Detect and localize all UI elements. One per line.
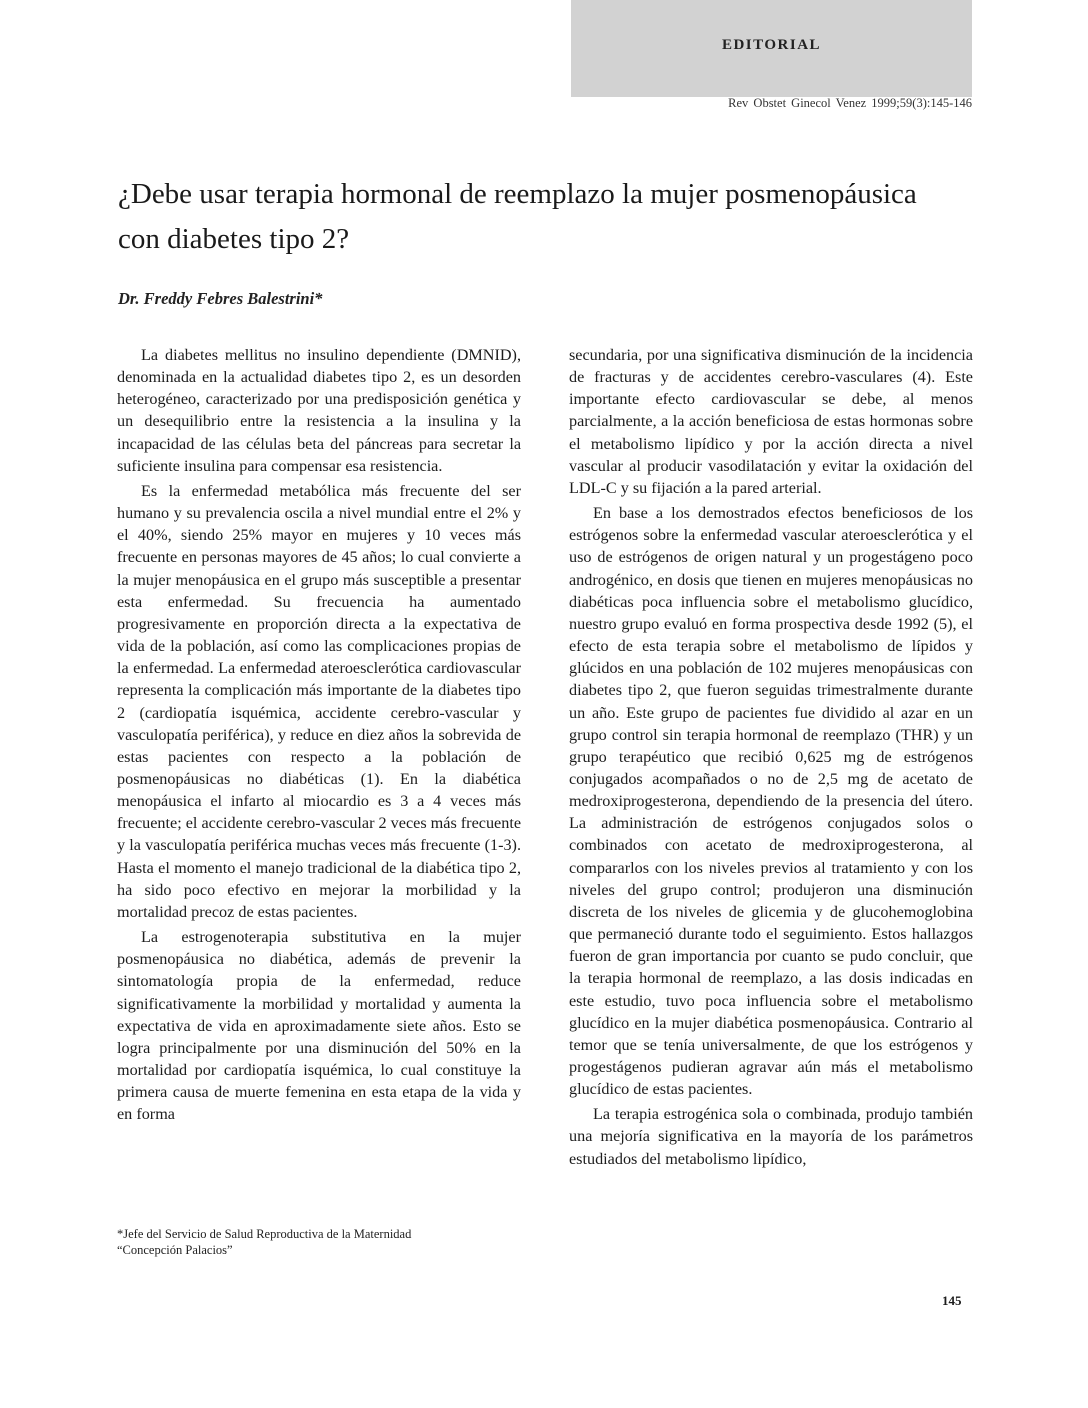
footnote-line: *Jefe del Servicio de Salud Reproductiva de la Maternidad: [117, 1227, 412, 1241]
paragraph: La diabetes mellitus no insulino dependiente (DMNID), denominada en la actualidad diabetes tipo 2, es un desorden heterogéneo, caracterizado por una predisposición genética y un desequilibrio entre la resistencia a la insulina y la incapacidad de las células beta del páncreas para secretar la suficiente insulina para compensar esa resistencia.: [117, 346, 521, 475]
body-column-right: [569, 344, 973, 1173]
author-name: Dr. Freddy Febres Balestrini*: [118, 289, 323, 308]
paragraph: La terapia estrogénica sola o combinada, produjo también una mejoría significativa en la mayoría de los parámetros estudiados del metabolismo lipídico,: [569, 1105, 973, 1168]
paragraph: En base a los demostrados efectos beneficiosos de los estrógenos sobre la enfermedad vascular ateroesclerótica y el uso de estrógenos de origen natural y un progestágeno poco androgénico, en dosis que tienen en mujeres menopáusicas no diabéticas poca influencia sobre el metabolismo glucídico, nuestro grupo evaluó en forma prospectiva desde 1992 (5), el efecto de esta terapia sobre el metabolismo de lípidos y glúcidos en una población de 102 mujeres menopáusicas con diabetes tipo 2, que fueron seguidas trimestralmente durante un año. Este grupo de pacientes fue dividido al azar en un grupo control sin terapia hormonal de reemplazo (THR) y un grupo terapéutico que recibió 0,625 mg de estrógenos conjugados acompañados o no de 2,5 mg de acetato de medroxiprogesterona, dependiendo de la presencia del útero. La administración de estrógenos conjugados solos o combinados con acetato de medroxiprogesterona, al compararlos con los niveles previos al tratamiento y con los niveles del grupo control; produjeron una disminución discreta de los niveles de glicemia y de glucohemoglobina que permaneció durante todo el seguimiento. Estos hallazgos fueron de gran importancia por cuanto se pudo concluir, que la terapia hormonal de reemplazo, a las dosis indicadas en este estudio, tuvo poca influencia sobre el metabolismo glucídico en la mujer diabética posmenopáusica. Contrario al temor que se tenía universalmente, de que los estrógenos y progestágenos pudieran agravar aún más el metabolismo glucídico de estas pacientes.: [569, 504, 973, 1099]
author-footnote: [117, 1226, 537, 1258]
paragraph: La estrogenoterapia substitutiva en la mujer posmenopáusica no diabética, además de prevenir la sintomatología propia de la enfermedad, reduce significativamente la morbilidad y mortalidad y aumenta la expectativa de vida en aproximadamente siete años. Esto se logra principalmente por una disminución del 50% en la mortalidad por cardiopatía isquémica, lo cual constituye la primera causa de muerte femenina en esta etapa de la vida y en forma: [117, 928, 521, 1124]
section-header-box: [571, 0, 972, 97]
footnote-line: “Concepción Palacios”: [117, 1243, 233, 1257]
paragraph: secundaria, por una significativa disminución de la incidencia de fracturas y de accidentes cerebro-vasculares (4). Este importante efecto cardiovascular se debe, al menos parcialmente, a la acción beneficiosa de estas hormonas sobre el metabolismo lipídico y por la acción directa a nivel vascular al producir vasodilatación y evitar la oxidación del LDL-C y su fijación a la pared arterial.: [569, 346, 973, 497]
page-number: 145: [942, 1293, 962, 1308]
article-title: ¿Debe usar terapia hormonal de reemplazo la mujer posmenopáusica con diabetes tipo 2?: [118, 178, 917, 255]
paragraph: Es la enfermedad metabólica más frecuente del ser humano y su prevalencia oscila a nivel mundial entre el 2% y el 40%, siendo 25% mayor en mujeres y 10 veces más frecuente en personas mayores de 45 años; lo cual convierte a la mujer menopáusica en el grupo más susceptible a presentar esta enfermedad. Su frecuencia ha aumentado progresivamente en proporción directa a la expectativa de vida de la población, así como las complicaciones propias de la enfermedad. La enfermedad ateroesclerótica cardiovascular representa la complicación más importante de la diabetes tipo 2 (cardiopatía isquémica, accidente cerebro-vascular y vasculopatía periférica), y reduce en diez años la sobrevida de estas pacientes con respecto a la población de posmenopáusicas no diabéticas (1). En la diabética menopáusica el infarto al miocardio es 3 a 4 veces más frecuente; el accidente cerebro-vascular 2 veces más frecuente y la vasculopatía periférica muchas veces más frecuente (1-3). Hasta el momento el manejo tradicional de la diabética tipo 2, ha sido poco efectivo en mejorar la morbilidad y la mortalidad precoz de estas pacientes.: [117, 481, 521, 921]
section-label: EDITORIAL: [721, 37, 822, 53]
journal-citation: Rev Obstet Ginecol Venez 1999;59(3):145-146: [728, 96, 972, 110]
body-column-left: [117, 344, 521, 1128]
